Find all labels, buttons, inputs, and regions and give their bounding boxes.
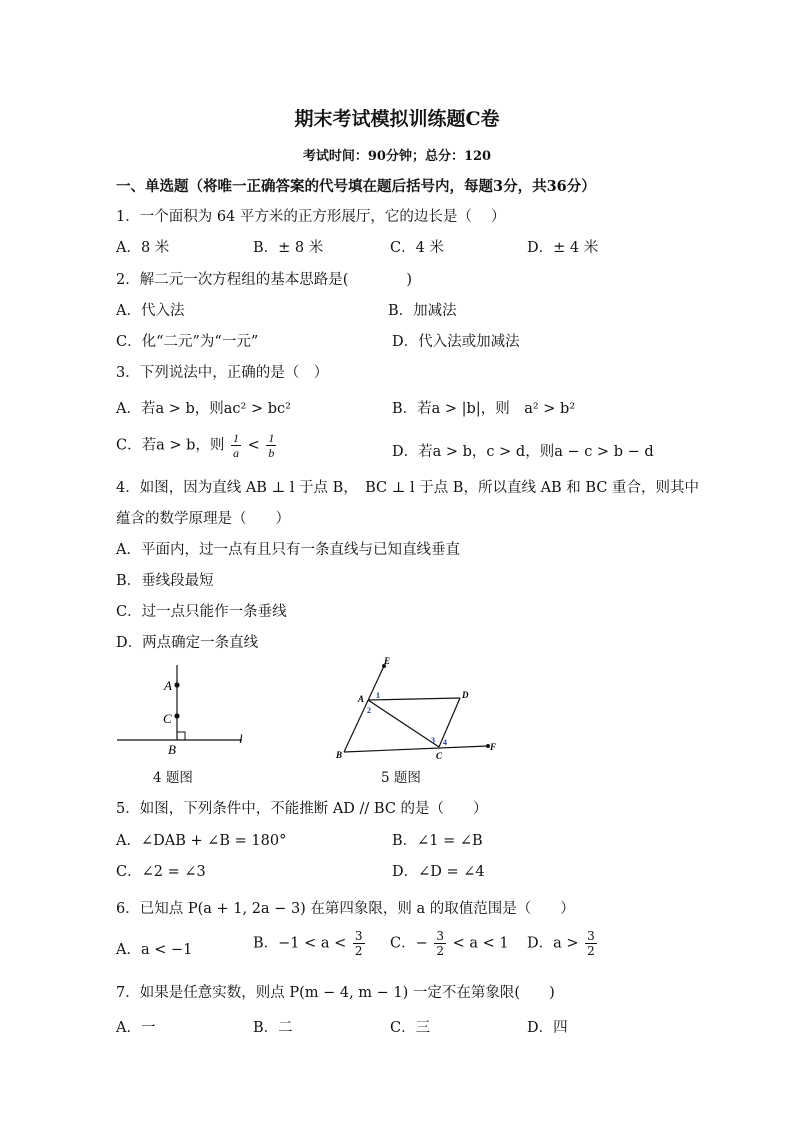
q5-option-d: D．∠D = ∠4 [392,864,485,880]
q1-option-b: B．± 8 米 [253,240,324,256]
q6-option-c-text: C．− [390,935,428,952]
q6-option-c [390,929,509,958]
q4-option-d: D．两点确定一条直线 [116,635,259,651]
fig5-angle-3: 3 [431,736,435,745]
q3-option-b: B．若a > |b|，则 a² > b² [392,401,576,417]
fig5-angle-1: 1 [376,691,380,700]
q6-option-d [527,929,599,958]
fig4-label-l: l [239,731,243,746]
fig5-angle-2: 2 [367,706,371,715]
q4-stem-line2: 蕴含的数学原理是（ ） [116,511,290,527]
q2-option-d: D．代入法或加减法 [392,334,520,350]
fig5-label-b: B [336,750,343,760]
q1-option-c: C．4 米 [390,240,444,256]
q6-option-d-fraction: $\frac{3}{2}$ [587,929,595,958]
q3-option-c-text: C．若a > b，则 [116,437,225,454]
q6-option-b [253,929,367,958]
q3-fraction-1-over-b: $\frac{1}{b}$ [268,431,275,460]
fig4-label-a: A [164,678,172,693]
q6-option-a: A．a < −1 [116,942,193,958]
q4-stem-line1: 4．如图，因为直线 AB ⊥ l 于点 B， BC ⊥ l 于点 B，所以直线 AB 和 BC 重合，则其中 [116,480,700,496]
fig5-label-d: D [462,690,469,700]
q6-option-d-text: D．a > [527,935,579,952]
fig5-label-c: C [436,751,443,761]
q5-stem: 5．如图，下列条件中，不能推断 AD // BC 的是（ ） [116,801,488,817]
q2-option-b: B．加减法 [388,303,457,319]
figure-5-diagram [330,652,510,764]
q6-option-b-text: B．−1 < a < [253,935,347,952]
section-heading: 一、单选题（将唯一正确答案的代号填在题后括号内，每题3分，共36分） [116,178,596,195]
q7-option-b: B．二 [253,1020,293,1036]
fig5-label-a: A [358,694,365,704]
q3-fraction-1-over-a: $\frac{1}{a}$ [233,431,239,460]
q2-option-a: A．代入法 [116,303,185,319]
q1-option-a: A．8 米 [116,240,170,256]
q6-stem: 6．已知点 P(a + 1, 2a − 3) 在第四象限，则 a 的取值范围是（ ） [116,901,575,917]
q1-option-d: D．± 4 米 [527,240,599,256]
fig5-label-f: F [490,742,497,752]
q5-option-a: A．∠DAB + ∠B = 180° [116,833,287,849]
page-title: 期末考试模拟训练题C卷 [294,108,500,130]
figure-4-diagram [112,660,262,760]
fig4-label-b: B [168,742,176,757]
figure-5-caption: 5 题图 [381,770,421,786]
q4-option-a: A．平面内，过一点有且只有一条直线与已知直线垂直 [116,542,460,558]
exam-info: 考试时间：90分钟；总分：120 [302,149,492,164]
q3-option-a: A．若a > b，则ac² > bc² [116,401,291,417]
q7-option-d: D．四 [527,1020,568,1036]
q1-stem: 1．一个面积为 64 平方米的正方形展厅，它的边长是（ ） [116,209,506,225]
q6-option-b-fraction: $\frac{3}{2}$ [354,929,363,958]
q4-option-c: C．过一点只能作一条垂线 [116,604,287,620]
fig5-angle-4: 4 [443,738,447,747]
q3-option-d: D．若a > b，c > d，则a − c > b − d [392,444,654,460]
q3-less-than: < [247,437,260,454]
q3-stem: 3．下列说法中，正确的是（ ） [116,365,329,381]
q4-option-b: B．垂线段最短 [116,573,214,589]
q6-option-c-text-end: < a < 1 [452,935,509,952]
q5-option-b: B．∠1 = ∠B [392,833,483,849]
fig5-label-e: E [384,656,391,666]
fig4-label-c: C [163,711,172,726]
q7-option-c: C．三 [390,1020,431,1036]
q7-stem: 7．如果是任意实数，则点 P(m − 4, m − 1) 一定不在第象限( ) [116,985,555,1001]
q5-option-c: C．∠2 = ∠3 [116,864,206,880]
q2-stem: 2．解二元一次方程组的基本思路是( ) [116,272,413,288]
figure-4-caption: 4 题图 [153,770,193,786]
q7-option-a: A．一 [116,1020,156,1036]
q3-option-c [116,431,278,460]
q6-option-c-fraction: $\frac{3}{2}$ [436,929,444,958]
q2-option-c: C．化“二元”为“一元” [116,334,259,350]
